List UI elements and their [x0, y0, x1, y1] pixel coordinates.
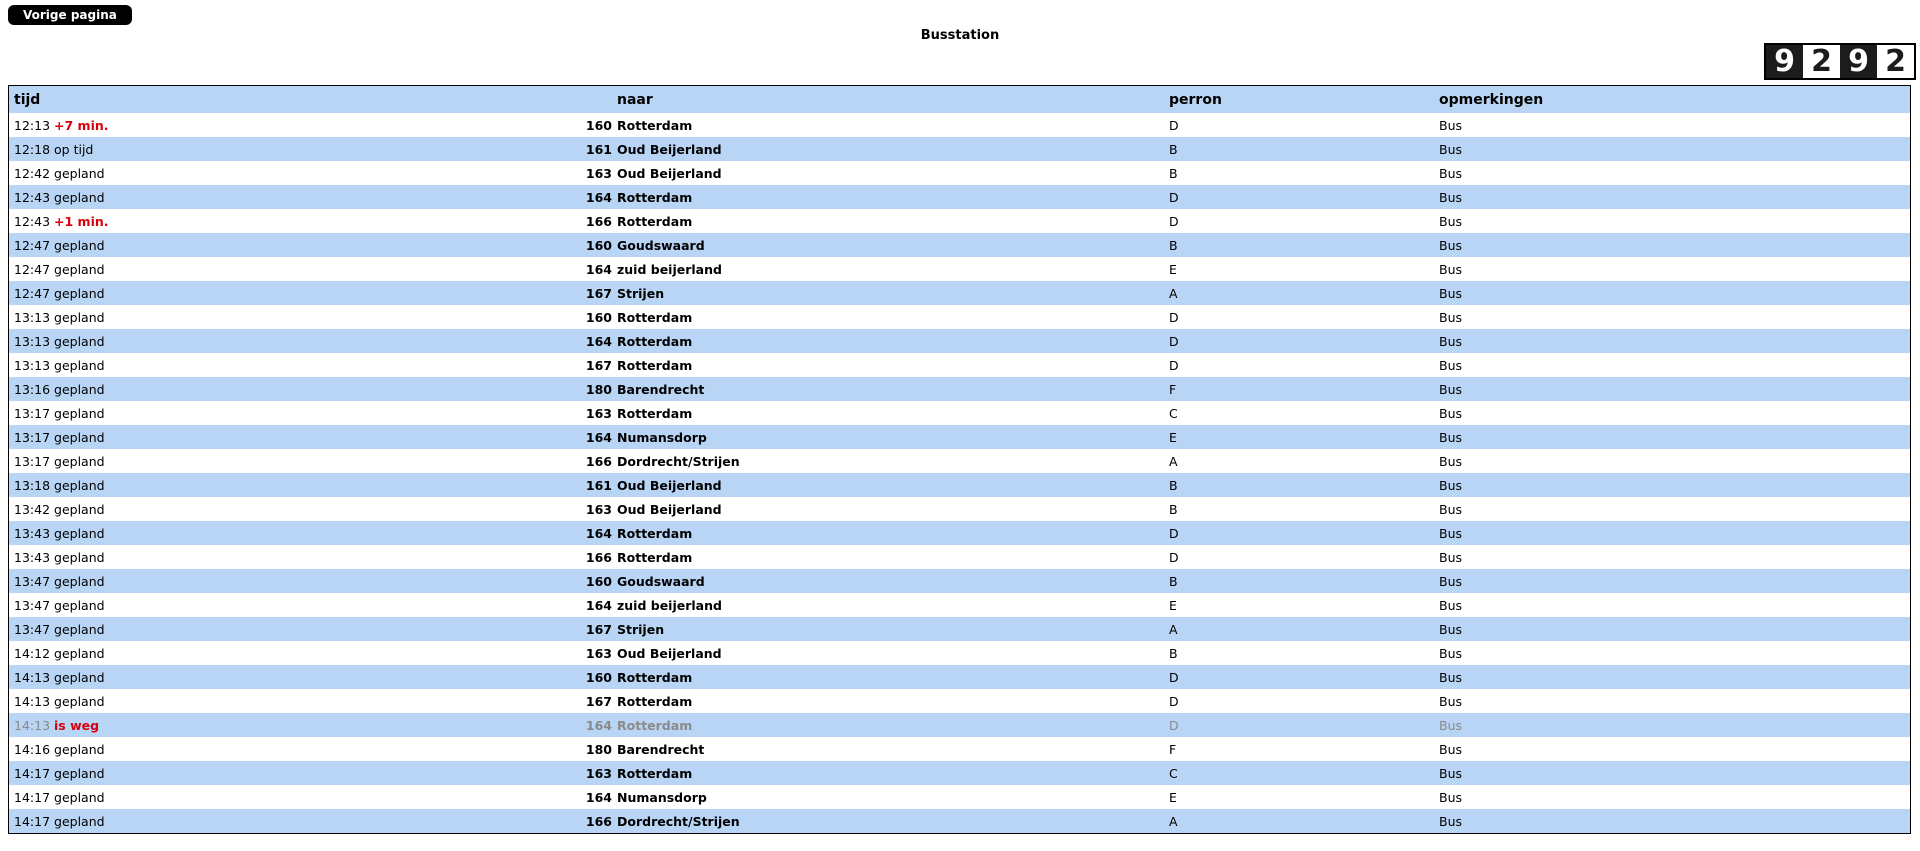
cell-remarks: Bus	[1434, 329, 1910, 353]
cell-line: 160	[454, 305, 612, 329]
table-row	[9, 617, 1910, 641]
cell-destination: Dordrecht/Strijen	[612, 809, 1164, 833]
cell-line: 166	[454, 545, 612, 569]
cell-platform: C	[1164, 761, 1434, 785]
cell-time	[9, 185, 454, 209]
cell-destination: Strijen	[612, 281, 1164, 305]
page-title: Busstation	[920, 28, 1000, 43]
cell-destination: Rotterdam	[612, 353, 1164, 377]
table-row	[9, 809, 1910, 833]
cell-destination: zuid beijerland	[612, 257, 1164, 281]
cell-line: 167	[454, 617, 612, 641]
cell-platform: D	[1164, 713, 1434, 737]
departure-time: 12:13	[14, 117, 51, 133]
departure-status: gepland	[54, 549, 105, 565]
cell-destination: Numansdorp	[612, 785, 1164, 809]
table-row	[9, 281, 1910, 305]
departure-status: gepland	[54, 261, 105, 277]
cell-destination: Rotterdam	[612, 545, 1164, 569]
cell-platform: D	[1164, 209, 1434, 233]
table-row	[9, 209, 1910, 233]
departure-status: gepland	[54, 597, 105, 613]
cell-destination: Rotterdam	[612, 209, 1164, 233]
cell-platform: D	[1164, 545, 1434, 569]
cell-platform: D	[1164, 521, 1434, 545]
departure-status: gepland	[54, 501, 105, 517]
cell-time	[9, 761, 454, 785]
header-destination: naar	[612, 86, 1164, 113]
cell-line: 160	[454, 233, 612, 257]
cell-platform: B	[1164, 137, 1434, 161]
cell-line: 161	[454, 137, 612, 161]
cell-line: 164	[454, 785, 612, 809]
departure-status: gepland	[54, 429, 105, 445]
cell-platform: B	[1164, 473, 1434, 497]
departure-status: gepland	[54, 813, 105, 829]
cell-time	[9, 281, 454, 305]
departure-status: gepland	[54, 309, 105, 325]
cell-destination: Rotterdam	[612, 113, 1164, 137]
logo-9292	[1764, 43, 1916, 80]
cell-destination: Dordrecht/Strijen	[612, 449, 1164, 473]
cell-line: 160	[454, 113, 612, 137]
departure-time: 13:47	[14, 621, 51, 637]
cell-line: 167	[454, 689, 612, 713]
departures-board	[8, 85, 1911, 834]
departure-time: 13:18	[14, 477, 51, 493]
cell-destination: Oud Beijerland	[612, 497, 1164, 521]
departure-status: gepland	[54, 525, 105, 541]
cell-destination: Rotterdam	[612, 329, 1164, 353]
cell-destination: Rotterdam	[612, 689, 1164, 713]
cell-remarks: Bus	[1434, 305, 1910, 329]
departure-time: 13:13	[14, 357, 51, 373]
departure-rows	[9, 113, 1910, 833]
departure-time: 12:42	[14, 165, 51, 181]
departure-time: 14:17	[14, 813, 51, 829]
table-row	[9, 233, 1910, 257]
cell-platform: E	[1164, 593, 1434, 617]
cell-time	[9, 401, 454, 425]
cell-destination: Goudswaard	[612, 569, 1164, 593]
cell-platform: E	[1164, 785, 1434, 809]
cell-line: 167	[454, 281, 612, 305]
cell-line: 163	[454, 497, 612, 521]
cell-time	[9, 497, 454, 521]
cell-time	[9, 257, 454, 281]
cell-remarks: Bus	[1434, 449, 1910, 473]
departure-time: 13:43	[14, 549, 51, 565]
departure-status: gepland	[54, 333, 105, 349]
table-row	[9, 737, 1910, 761]
table-row	[9, 545, 1910, 569]
table-row	[9, 689, 1910, 713]
departure-time: 14:13	[14, 669, 51, 685]
cell-line: 166	[454, 209, 612, 233]
cell-time	[9, 113, 454, 137]
cell-time	[9, 521, 454, 545]
cell-line: 166	[454, 449, 612, 473]
logo-digit: 2	[1803, 45, 1840, 78]
cell-platform: C	[1164, 401, 1434, 425]
departure-status: is weg	[54, 717, 100, 733]
cell-line: 180	[454, 377, 612, 401]
table-row	[9, 761, 1910, 785]
table-row	[9, 353, 1910, 377]
header-remarks: opmerkingen	[1434, 86, 1910, 113]
table-row	[9, 713, 1910, 737]
cell-time	[9, 377, 454, 401]
cell-time	[9, 569, 454, 593]
cell-remarks: Bus	[1434, 713, 1910, 737]
cell-remarks: Bus	[1434, 785, 1910, 809]
cell-remarks: Bus	[1434, 809, 1910, 833]
cell-destination: Rotterdam	[612, 185, 1164, 209]
cell-destination: Rotterdam	[612, 761, 1164, 785]
departure-time: 13:17	[14, 405, 51, 421]
cell-platform: D	[1164, 353, 1434, 377]
cell-line: 164	[454, 257, 612, 281]
cell-remarks: Bus	[1434, 257, 1910, 281]
cell-destination: Strijen	[612, 617, 1164, 641]
back-button[interactable]: Vorige pagina	[8, 5, 132, 25]
cell-remarks: Bus	[1434, 281, 1910, 305]
cell-platform: A	[1164, 281, 1434, 305]
table-row	[9, 425, 1910, 449]
cell-remarks: Bus	[1434, 377, 1910, 401]
cell-platform: B	[1164, 569, 1434, 593]
departure-status: gepland	[54, 357, 105, 373]
departure-status: gepland	[54, 477, 105, 493]
cell-time	[9, 593, 454, 617]
cell-time	[9, 329, 454, 353]
table-row	[9, 569, 1910, 593]
cell-remarks: Bus	[1434, 209, 1910, 233]
cell-line: 164	[454, 593, 612, 617]
cell-time	[9, 137, 454, 161]
departures-table	[9, 86, 1910, 833]
cell-remarks: Bus	[1434, 137, 1910, 161]
cell-time	[9, 617, 454, 641]
cell-remarks: Bus	[1434, 761, 1910, 785]
cell-platform: D	[1164, 305, 1434, 329]
cell-destination: Rotterdam	[612, 521, 1164, 545]
cell-destination: Rotterdam	[612, 305, 1164, 329]
header-line	[454, 86, 612, 113]
cell-remarks: Bus	[1434, 161, 1910, 185]
departure-status: +1 min.	[54, 213, 109, 229]
departure-status: gepland	[54, 741, 105, 757]
logo-digit: 9	[1766, 45, 1803, 78]
cell-line: 180	[454, 737, 612, 761]
cell-line: 163	[454, 161, 612, 185]
departure-status: gepland	[54, 189, 105, 205]
cell-line: 164	[454, 713, 612, 737]
cell-time	[9, 737, 454, 761]
cell-platform: D	[1164, 185, 1434, 209]
departure-status: gepland	[54, 693, 105, 709]
cell-line: 163	[454, 641, 612, 665]
cell-line: 164	[454, 185, 612, 209]
table-row	[9, 593, 1910, 617]
cell-remarks: Bus	[1434, 641, 1910, 665]
cell-remarks: Bus	[1434, 401, 1910, 425]
cell-time	[9, 353, 454, 377]
cell-remarks: Bus	[1434, 545, 1910, 569]
cell-time	[9, 689, 454, 713]
cell-platform: D	[1164, 329, 1434, 353]
cell-time	[9, 641, 454, 665]
departure-status: gepland	[54, 789, 105, 805]
departure-time: 13:17	[14, 429, 51, 445]
cell-remarks: Bus	[1434, 593, 1910, 617]
table-header-row	[9, 86, 1910, 113]
table-row	[9, 401, 1910, 425]
cell-time	[9, 305, 454, 329]
departure-time: 12:43	[14, 213, 51, 229]
cell-platform: B	[1164, 497, 1434, 521]
table-row	[9, 473, 1910, 497]
cell-destination: Oud Beijerland	[612, 473, 1164, 497]
departure-status: +7 min.	[54, 117, 109, 133]
cell-remarks: Bus	[1434, 425, 1910, 449]
cell-platform: E	[1164, 257, 1434, 281]
departure-time: 13:42	[14, 501, 51, 517]
cell-line: 161	[454, 473, 612, 497]
header-platform: perron	[1164, 86, 1434, 113]
departure-time: 14:16	[14, 741, 51, 757]
departure-time: 14:13	[14, 693, 51, 709]
cell-remarks: Bus	[1434, 521, 1910, 545]
cell-time	[9, 233, 454, 257]
cell-platform: A	[1164, 809, 1434, 833]
cell-platform: E	[1164, 425, 1434, 449]
departure-status: gepland	[54, 645, 105, 661]
logo-digit: 9	[1840, 45, 1877, 78]
cell-destination: Barendrecht	[612, 377, 1164, 401]
cell-platform: D	[1164, 113, 1434, 137]
table-row	[9, 665, 1910, 689]
departure-time: 12:47	[14, 285, 51, 301]
table-row	[9, 641, 1910, 665]
cell-remarks: Bus	[1434, 737, 1910, 761]
departure-status: gepland	[54, 165, 105, 181]
cell-time	[9, 785, 454, 809]
departure-time: 13:13	[14, 309, 51, 325]
cell-platform: A	[1164, 617, 1434, 641]
cell-platform: F	[1164, 737, 1434, 761]
departure-time: 14:12	[14, 645, 51, 661]
table-row	[9, 785, 1910, 809]
cell-destination: Oud Beijerland	[612, 161, 1164, 185]
cell-line: 167	[454, 353, 612, 377]
cell-time	[9, 449, 454, 473]
departure-status: gepland	[54, 405, 105, 421]
cell-time	[9, 809, 454, 833]
cell-remarks: Bus	[1434, 689, 1910, 713]
cell-remarks: Bus	[1434, 617, 1910, 641]
cell-destination: Rotterdam	[612, 713, 1164, 737]
cell-destination: Numansdorp	[612, 425, 1164, 449]
departure-time: 12:47	[14, 237, 51, 253]
table-row	[9, 137, 1910, 161]
cell-remarks: Bus	[1434, 497, 1910, 521]
cell-platform: B	[1164, 161, 1434, 185]
departure-status: gepland	[54, 621, 105, 637]
departure-time: 14:17	[14, 789, 51, 805]
cell-platform: B	[1164, 233, 1434, 257]
departure-time: 13:47	[14, 573, 51, 589]
departure-time: 13:47	[14, 597, 51, 613]
logo-digit: 2	[1877, 45, 1914, 78]
cell-remarks: Bus	[1434, 353, 1910, 377]
table-row	[9, 185, 1910, 209]
cell-destination: Oud Beijerland	[612, 137, 1164, 161]
table-row	[9, 329, 1910, 353]
cell-platform: A	[1164, 449, 1434, 473]
cell-remarks: Bus	[1434, 185, 1910, 209]
departure-status: op tijd	[54, 141, 94, 157]
cell-time	[9, 545, 454, 569]
departure-time: 13:13	[14, 333, 51, 349]
cell-time	[9, 425, 454, 449]
cell-remarks: Bus	[1434, 569, 1910, 593]
departure-time: 12:47	[14, 261, 51, 277]
cell-destination: Goudswaard	[612, 233, 1164, 257]
cell-line: 160	[454, 569, 612, 593]
table-row	[9, 521, 1910, 545]
cell-platform: D	[1164, 665, 1434, 689]
departure-time: 13:17	[14, 453, 51, 469]
departure-status: gepland	[54, 453, 105, 469]
cell-time	[9, 713, 454, 737]
cell-time	[9, 161, 454, 185]
cell-remarks: Bus	[1434, 665, 1910, 689]
cell-line: 164	[454, 521, 612, 545]
cell-remarks: Bus	[1434, 113, 1910, 137]
cell-line: 166	[454, 809, 612, 833]
cell-platform: B	[1164, 641, 1434, 665]
cell-time	[9, 209, 454, 233]
cell-line: 160	[454, 665, 612, 689]
cell-line: 164	[454, 425, 612, 449]
cell-line: 163	[454, 401, 612, 425]
table-row	[9, 257, 1910, 281]
table-row	[9, 377, 1910, 401]
table-row	[9, 497, 1910, 521]
table-row	[9, 113, 1910, 137]
departure-time: 12:18	[14, 141, 51, 157]
cell-time	[9, 665, 454, 689]
cell-destination: zuid beijerland	[612, 593, 1164, 617]
departure-status: gepland	[54, 237, 105, 253]
cell-line: 164	[454, 329, 612, 353]
departure-status: gepland	[54, 381, 105, 397]
cell-platform: F	[1164, 377, 1434, 401]
departure-status: gepland	[54, 669, 105, 685]
table-row	[9, 305, 1910, 329]
cell-destination: Rotterdam	[612, 401, 1164, 425]
cell-destination: Barendrecht	[612, 737, 1164, 761]
cell-platform: D	[1164, 689, 1434, 713]
cell-destination: Oud Beijerland	[612, 641, 1164, 665]
departure-time: 13:43	[14, 525, 51, 541]
table-row	[9, 161, 1910, 185]
departure-time: 14:17	[14, 765, 51, 781]
cell-time	[9, 473, 454, 497]
table-row	[9, 449, 1910, 473]
departure-status: gepland	[54, 765, 105, 781]
departure-time: 13:16	[14, 381, 51, 397]
departure-time: 14:13	[14, 717, 51, 733]
header-time: tijd	[9, 86, 454, 113]
departure-status: gepland	[54, 285, 105, 301]
cell-destination: Rotterdam	[612, 665, 1164, 689]
departure-time: 12:43	[14, 189, 51, 205]
cell-remarks: Bus	[1434, 233, 1910, 257]
cell-line: 163	[454, 761, 612, 785]
departure-status: gepland	[54, 573, 105, 589]
cell-remarks: Bus	[1434, 473, 1910, 497]
